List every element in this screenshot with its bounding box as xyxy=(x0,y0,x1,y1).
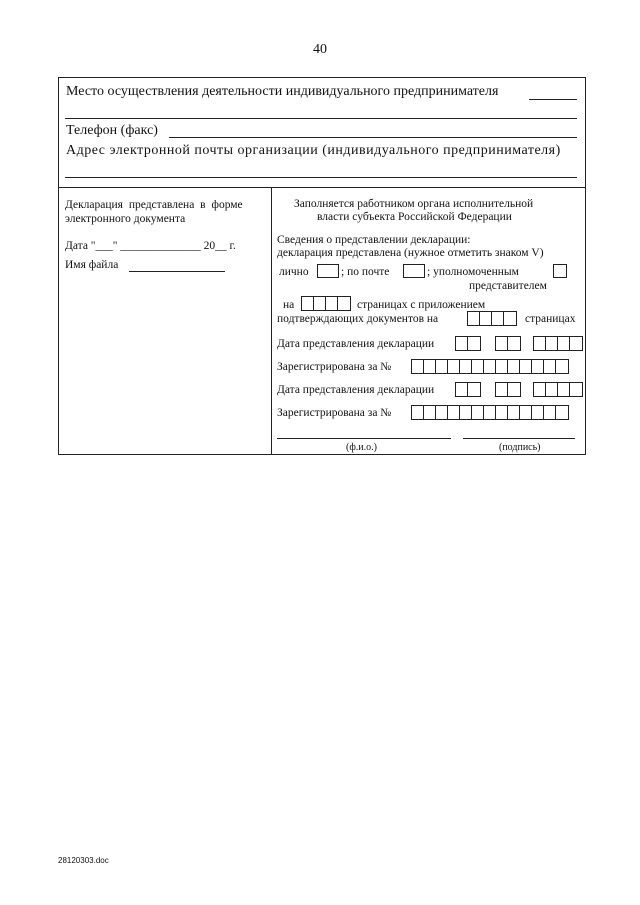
by-rep-checkbox[interactable] xyxy=(553,264,567,278)
date-submitted-month-cells-1[interactable] xyxy=(495,336,521,351)
place-label: Место осуществления деятельности индивидуального предпринимателя xyxy=(66,84,499,99)
official-header-line2: власти субъекта Российской Федерации xyxy=(317,211,512,223)
date-submitted-label-1: Дата представления декларации xyxy=(277,338,435,350)
info-line1: Сведения о представлении декларации: xyxy=(277,234,471,246)
email-label: Адрес электронной почты организации (индивидуального предпринимателя) xyxy=(66,143,561,158)
pages-label: страницах xyxy=(525,313,576,325)
registered-number-cells-1[interactable] xyxy=(411,359,569,374)
in-person-checkbox[interactable] xyxy=(317,264,339,278)
phone-field[interactable] xyxy=(169,137,577,138)
date-submitted-label-2: Дата представления декларации xyxy=(277,384,435,396)
contact-section xyxy=(59,78,585,188)
registered-label-1: Зарегистрирована за № xyxy=(277,361,392,373)
electronic-line2: электронного документа xyxy=(65,213,186,225)
registered-number-cells-2[interactable] xyxy=(411,405,569,420)
place-field-line2[interactable] xyxy=(65,118,577,119)
info-line2: декларация представлена (нужное отметить знаком V) xyxy=(277,247,544,259)
electronic-line1: Декларация представлена в форме xyxy=(65,199,243,211)
fio-field[interactable] xyxy=(277,438,451,439)
file-reference: 28120303.doc xyxy=(58,856,109,865)
by-mail-checkbox[interactable] xyxy=(403,264,425,278)
pages-with-label: страницах с приложением xyxy=(357,299,486,311)
email-field[interactable] xyxy=(65,177,577,178)
in-person-label: лично xyxy=(279,266,309,278)
date-submitted-month-cells-2[interactable] xyxy=(495,382,521,397)
phone-label: Телефон (факс) xyxy=(66,123,158,138)
column-divider xyxy=(271,188,272,454)
supporting-label: подтверждающих документов на xyxy=(277,313,439,325)
date-submitted-year-cells-1[interactable] xyxy=(533,336,583,351)
signature-field[interactable] xyxy=(463,438,575,439)
page-number: 40 xyxy=(313,42,327,57)
date-submitted-year-cells-2[interactable] xyxy=(533,382,583,397)
date-submitted-day-cells-1[interactable] xyxy=(455,336,481,351)
pages-count-cells[interactable] xyxy=(301,296,351,311)
place-field[interactable] xyxy=(529,99,577,100)
declaration-form xyxy=(58,77,586,455)
signature-caption: (подпись) xyxy=(499,442,541,453)
date-submitted-day-cells-2[interactable] xyxy=(455,382,481,397)
file-name-label: Имя файла xyxy=(65,259,119,271)
official-header-line1: Заполняется работником органа исполнительной xyxy=(294,198,534,210)
by-rep-label: ; уполномоченным xyxy=(427,266,519,278)
by-mail-label: ; по почте xyxy=(341,266,390,278)
rep-line2: представителем xyxy=(469,280,547,292)
registered-label-2: Зарегистрирована за № xyxy=(277,407,392,419)
date-label[interactable]: Дата "___" ______________ 20__ г. xyxy=(65,240,236,252)
on-label: на xyxy=(283,299,295,311)
fio-caption: (ф.и.о.) xyxy=(346,442,377,453)
file-name-field[interactable] xyxy=(129,271,225,272)
attachment-pages-cells[interactable] xyxy=(467,311,517,326)
lower-section xyxy=(59,188,585,454)
